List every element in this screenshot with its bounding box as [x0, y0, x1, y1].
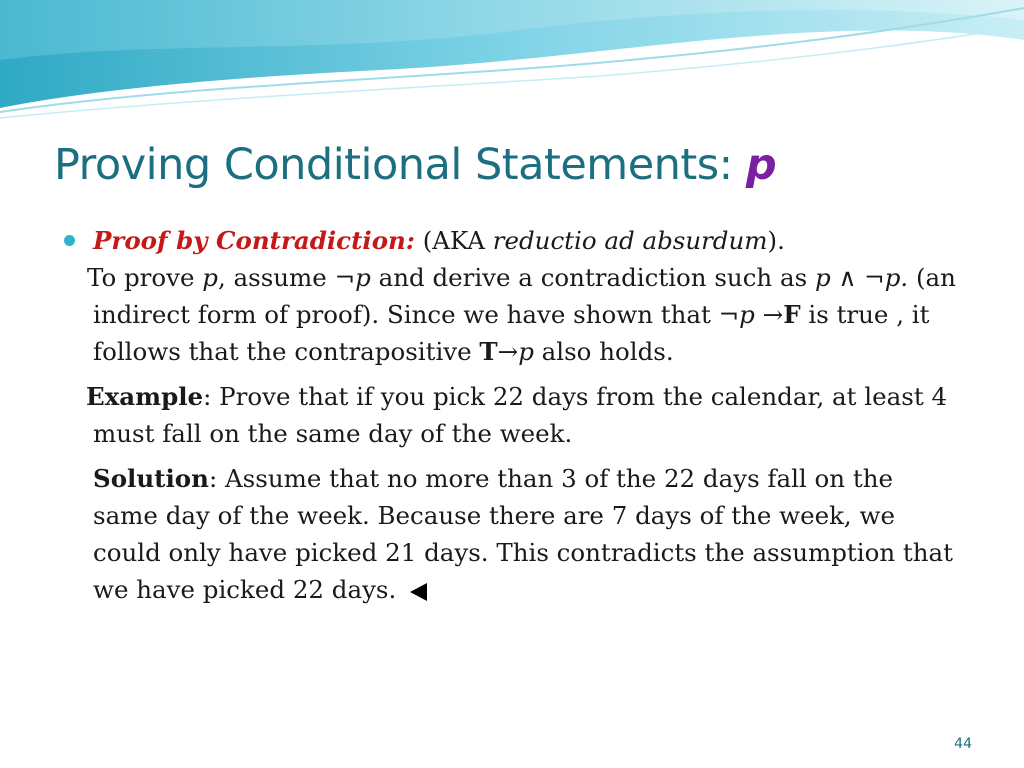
left-triangle-icon — [410, 583, 427, 601]
example-paragraph — [60, 378, 960, 452]
example-label: Example — [86, 382, 204, 411]
example-text: : Prove that if you pick 22 days from the calendar, at least 4 must fall on the same day of the week. — [93, 382, 948, 448]
proof-description: To prove p, assume ¬p and derive a contradiction such as p ∧ ¬p. (an indirect form of proof). Since we have shown that ¬p →F is true , it follows that the contrapositive T→p also holds. — [87, 263, 956, 366]
bullet-item — [60, 222, 960, 259]
page-number: 44 — [954, 736, 972, 752]
bullet-heading: Proof by Contradiction: — [93, 226, 415, 255]
bullet-dot-icon — [64, 235, 75, 246]
solution-text: : Assume that no more than 3 of the 22 days fall on the same day of the week. Because there are 7 days of the week, we could only have picked 21 days. This contradicts the assumption that we have picked 22 days. — [93, 464, 953, 604]
slide-body — [60, 222, 960, 608]
title-variable: p — [745, 140, 777, 190]
aka-term: reductio ad absurdum — [492, 226, 768, 255]
title-text: Proving Conditional Statements: — [54, 140, 746, 190]
aka-open: (AKA — [414, 226, 493, 255]
header-wave-decoration — [0, 0, 1024, 140]
slide-title — [54, 140, 994, 190]
solution-paragraph — [60, 460, 960, 608]
solution-label: Solution — [93, 464, 209, 493]
aka-close: ). — [767, 226, 785, 255]
